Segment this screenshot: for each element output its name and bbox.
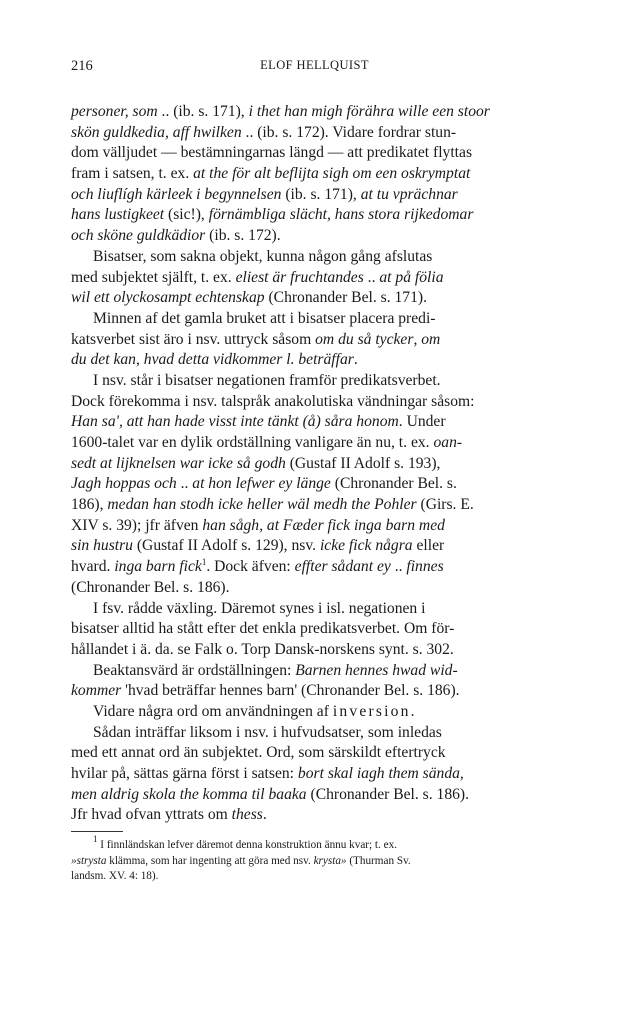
text: med subjektet själft, t. ex. <box>71 268 236 286</box>
quote: Barnen hennes hwad wid- <box>295 661 458 679</box>
text-line <box>71 205 558 226</box>
text: . Dock äfven: <box>206 558 295 576</box>
quote: bort skal iagh them sända, <box>297 765 464 782</box>
text-line <box>71 288 558 309</box>
quote: om <box>421 330 441 348</box>
quote: Jagh hoppas och <box>71 475 177 493</box>
quote: inga barn fick <box>114 558 202 576</box>
quote: och liuflígh kärleek i begynnelsen <box>71 185 282 203</box>
text: (ib. s. 172). <box>205 227 281 245</box>
text-line <box>71 619 558 640</box>
text: Dock förekomma i nsv. talspråk anakolutiska vändningar såsom: <box>71 392 475 410</box>
text: (Chronander Bel. s. <box>330 475 457 493</box>
text-line <box>71 474 558 495</box>
text: eller <box>412 537 445 555</box>
quote: kommer <box>71 682 122 700</box>
text: (Thurman Sv. <box>346 854 411 867</box>
footnote-marker: 1 <box>201 557 207 568</box>
text-line <box>71 330 558 351</box>
text: Sådan inträffar liksom i nsv. i hufvudsatser, som inledas <box>93 723 442 741</box>
text-line <box>71 164 558 185</box>
text-line <box>71 702 558 723</box>
quote: sedt at lijknelsen war icke så godh <box>71 454 286 472</box>
quote: du det kan <box>71 351 136 369</box>
text-line <box>71 309 558 330</box>
text: 'hvad beträffar hennes barn' (Chronander Bel. s. 186). <box>121 682 460 700</box>
text: .. <box>176 475 193 493</box>
text: (Girs. E. <box>416 496 474 514</box>
quote: wil ett olyckosampt echtenskap <box>71 289 265 307</box>
text-line <box>71 412 558 433</box>
text: (ib. s. 171), <box>281 185 361 203</box>
text-line <box>71 723 558 744</box>
footnote <box>71 834 558 885</box>
text: , <box>135 351 144 369</box>
text-line <box>71 350 558 371</box>
footnote-number: 1 <box>93 834 98 845</box>
quote: at hon lefwer ey länge <box>192 475 331 493</box>
text: XIV s. 39); jfr äfven <box>71 516 203 534</box>
text-line <box>71 454 558 475</box>
quote: hvad detta vidkommer l. beträffar <box>143 351 354 369</box>
text-line <box>71 557 558 578</box>
text-line <box>71 640 558 661</box>
text: (Gustaf II Adolf s. 129), nsv. <box>132 537 320 555</box>
text-line <box>71 123 558 144</box>
quote: effter sådant ey <box>294 558 391 576</box>
book-page <box>71 58 558 885</box>
quote: krysta» <box>313 854 347 867</box>
footnote-line <box>71 854 558 870</box>
quote: at tu vprächnar <box>360 185 458 203</box>
text: , <box>413 330 422 348</box>
text: . <box>410 702 415 720</box>
text: hvard. <box>71 558 115 576</box>
text-line <box>71 433 558 454</box>
text-line <box>71 743 558 764</box>
text: fram i satsen, t. ex. <box>71 165 194 183</box>
quote: skön guldkedia, aff hwilken <box>71 123 242 141</box>
page-header <box>71 58 558 84</box>
text: hvilar på, sättas gärna först i satsen: <box>71 765 298 782</box>
footnote-line <box>71 834 558 854</box>
quote: om du så tycker <box>315 330 414 348</box>
running-head: ELOF HELLQUIST <box>260 58 369 72</box>
quote: i thet han migh förährа wille een stoor <box>248 103 490 120</box>
quote: oan- <box>433 434 463 451</box>
text: I finnländskan lefver däremot denna konstruktion ännu kvar; t. ex. <box>97 839 397 852</box>
quote: icke fick några <box>319 537 413 555</box>
text-line <box>71 536 558 557</box>
text: .. (ib. s. 171), <box>157 103 249 120</box>
quote: thess <box>231 806 263 824</box>
quote: at the för alt beflijta sigh om een oskrymptat <box>193 165 471 183</box>
text-line <box>71 661 558 682</box>
quote: sin hustru <box>71 537 133 555</box>
text: Vidare några ord om användningen af <box>93 702 333 720</box>
text-line <box>71 247 558 268</box>
text-line <box>71 764 558 785</box>
text: . <box>353 351 358 369</box>
text-line <box>71 516 558 537</box>
footnote-line <box>71 869 558 885</box>
text: 1600-talet var en dylik ordställning vanligare än nu, t. ex. <box>71 434 434 451</box>
text: (Chronander Bel. s. 186). <box>306 785 470 803</box>
text: (sic!), <box>164 206 209 224</box>
text: (Gustaf II Adolf s. 193), <box>285 454 441 472</box>
text: 186), <box>71 496 108 514</box>
text-line <box>71 268 558 289</box>
text: (Chronander Bel. s. 171). <box>264 289 427 307</box>
text: Minnen af det gamla bruket att i bisatser placera predi- <box>93 309 436 327</box>
text-line <box>71 185 558 206</box>
quote: eliest är fruchtandes <box>235 268 364 286</box>
text: Beaktansvärd är ordställningen: <box>93 661 296 679</box>
text-line <box>71 226 558 247</box>
text-line <box>71 102 558 123</box>
text: Jfr hvad ofvan yttrats om <box>71 806 232 824</box>
body-text <box>71 102 558 826</box>
quote: och sköne guldkädior <box>71 227 206 245</box>
text: I nsv. står i bisatser negationen framför predikatsverbet. <box>93 371 441 389</box>
page-number: 216 <box>71 58 93 74</box>
text: .. <box>390 558 407 576</box>
text: landsm. XV. 4: 18). <box>71 870 159 883</box>
text: .. <box>363 268 380 286</box>
quote: personer, som <box>71 103 158 120</box>
footnote-rule <box>71 831 123 832</box>
quote: medan han stodh icke heller wäl medh the Pohler <box>107 496 417 514</box>
quote: han sågh, at Fæder fick inga barn med <box>202 516 445 534</box>
text-line <box>71 495 558 516</box>
text-line <box>71 599 558 620</box>
quote: finnes <box>406 558 444 576</box>
text: katsverbet sist äro i nsv. uttryck såsom <box>71 330 316 348</box>
text: med ett annat ord än subjektet. Ord, som särskildt eftertryck <box>71 744 446 762</box>
spaced-term: inversion <box>332 702 411 720</box>
text: I fsv. rådde växling. Däremot synes i isl. negationen i <box>93 599 426 617</box>
text-line <box>71 805 558 826</box>
text-line <box>71 681 558 702</box>
text: klämma, som har ingenting att göra med nsv. <box>106 854 314 867</box>
text-line <box>71 371 558 392</box>
quote: Han sa', att han hade visst inte tänkt (å) såra honom <box>71 413 399 431</box>
quote: at på fölia <box>379 268 444 286</box>
text: . <box>262 806 267 824</box>
text-line <box>71 392 558 413</box>
text-line <box>71 143 558 164</box>
text: dom välljudet — bestämningarnas längd — att predikatet flyttas <box>71 144 473 162</box>
text: bisatser alltid ha stått efter det enkla predikatsverbet. Om för- <box>71 620 455 638</box>
quote: »strysta <box>71 854 107 867</box>
text: hållandet i ä. da. se Falk o. Torp Dansk-norskens synt. s. 302. <box>71 640 454 658</box>
text-line <box>71 578 558 599</box>
quote: men aldrig skola the komma til baaka <box>71 785 307 803</box>
text: .. (ib. s. 172). Vidare fordrar stun- <box>241 123 457 141</box>
quote: förnämbliga slächt, hans stora rijkedomar <box>208 206 474 224</box>
text-line <box>71 785 558 806</box>
text: Bisatser, som sakna objekt, kunna någon gång afslutas <box>93 247 433 265</box>
text: (Chronander Bel. s. 186). <box>71 578 230 596</box>
quote: hans lustigkeet <box>71 206 165 224</box>
text: . Under <box>398 413 446 431</box>
